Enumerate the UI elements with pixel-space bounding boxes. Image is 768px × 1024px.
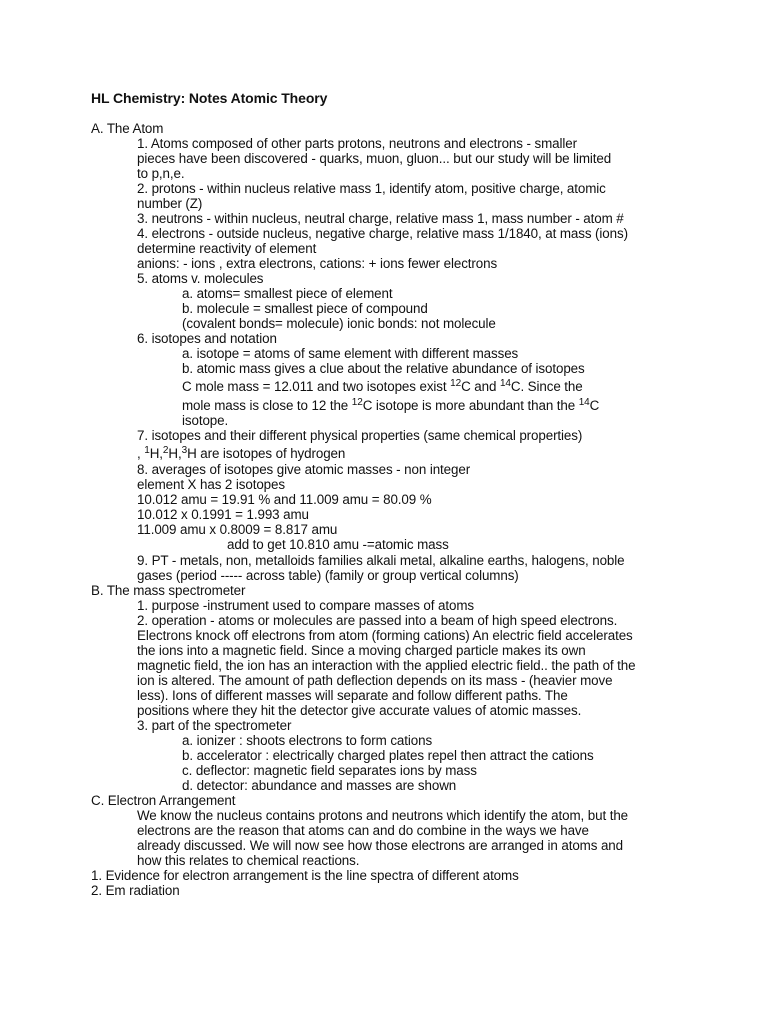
text-line: 2. protons - within nucleus relative mass 1, identify atom, positive charge, atomic (137, 181, 606, 196)
text-line: b. accelerator : electrically charged plates repel then attract the cations (182, 748, 594, 763)
text-segment: C. Since the (510, 379, 583, 394)
text-line: positions where they hit the detector give accurate values of atomic masses. (137, 703, 582, 718)
text-segment: H are isotopes of hydrogen (187, 446, 346, 461)
text-line: 3. neutrons - within nucleus, neutral charge, relative mass 1, mass number - atom # (137, 211, 624, 226)
section-a-heading: A. The Atom (91, 121, 164, 136)
text-line: 7. isotopes and their different physical properties (same chemical properties) (137, 428, 583, 443)
text-line: isotope. (182, 413, 229, 428)
text-line: b. molecule = smallest piece of compound (182, 301, 428, 316)
text-line: d. detector: abundance and masses are shown (182, 778, 457, 793)
text-line: a. atoms= smallest piece of element (182, 286, 393, 301)
text-line: Electrons knock off electrons from atom (forming cations) An electric field accelerates (137, 628, 633, 643)
superscript: 2 (162, 445, 169, 456)
text-line: already discussed. We will now see how those electrons are arranged in atoms and (137, 838, 623, 853)
text-line (137, 446, 345, 461)
text-line: We know the nucleus contains protons and neutrons which identify the atom, but the (137, 808, 629, 823)
text-line: 4. electrons - outside nucleus, negative charge, relative mass 1/1840, at mass (ions) (137, 226, 628, 241)
document-title: HL Chemistry: Notes Atomic Theory (91, 90, 328, 106)
text-segment: H, (149, 446, 163, 461)
text-line: 1. Evidence for electron arrangement is the line spectra of different atoms (91, 868, 519, 883)
text-line: ion is altered. The amount of path deflection depends on its mass - (heavier move (137, 673, 613, 688)
text-line (182, 398, 599, 413)
text-line: 2. operation - atoms or molecules are passed into a beam of high speed electrons. (137, 613, 618, 628)
text-segment: C and (461, 379, 500, 394)
text-line: a. isotope = atoms of same element with different masses (182, 346, 519, 361)
text-line: 1. Atoms composed of other parts protons, neutrons and electrons - smaller (137, 136, 577, 151)
superscript: 1 (144, 445, 150, 456)
text-line: b. atomic mass gives a clue about the relative abundance of isotopes (182, 361, 585, 376)
text-line: gases (period ----- across table) (family or group vertical columns) (137, 568, 519, 583)
text-segment: C isotope is more abundant than the (362, 398, 579, 413)
text-segment: , (137, 446, 145, 461)
text-line: the ions into a magnetic field. Since a moving charged particle makes its own (137, 643, 586, 658)
text-line (182, 379, 583, 394)
text-segment: C mole mass = 12.011 and two isotopes exist (182, 379, 451, 394)
text-line: 1. purpose -instrument used to compare masses of atoms (137, 598, 474, 613)
text-line: 8. averages of isotopes give atomic masses - non integer (137, 462, 471, 477)
superscript: 3 (181, 445, 188, 456)
text-line: 9. PT - metals, non, metalloids families alkali metal, alkaline earths, halogens, noble (137, 553, 625, 568)
text-line: to p,n,e. (137, 166, 185, 181)
text-line: 11.009 amu x 0.8009 = 8.817 amu (137, 522, 338, 537)
text-line: (covalent bonds= molecule) ionic bonds: not molecule (182, 316, 496, 331)
superscript: 12 (351, 397, 363, 408)
text-line: pieces have been discovered - quarks, muon, gluon... but our study will be limited (137, 151, 612, 166)
text-line: a. ionizer : shoots electrons to form cations (182, 733, 433, 748)
text-line: 10.012 amu = 19.91 % and 11.009 amu = 80.09 % (137, 492, 432, 507)
text-line: c. deflector: magnetic field separates ions by mass (182, 763, 477, 778)
text-line: 6. isotopes and notation (137, 331, 277, 346)
text-line: less). Ions of different masses will separate and follow different paths. The (137, 688, 568, 703)
text-line: electrons are the reason that atoms can and do combine in the ways we have (137, 823, 589, 838)
text-segment: mole mass is close to 12 the (182, 398, 352, 413)
text-segment: H, (168, 446, 182, 461)
superscript: 14 (499, 378, 511, 389)
text-line: add to get 10.810 amu -=atomic mass (227, 537, 449, 552)
text-line: determine reactivity of element (137, 241, 317, 256)
section-c-heading: C. Electron Arrangement (91, 793, 236, 808)
text-line: magnetic field, the ion has an interaction with the applied electric field.. the path of the (137, 658, 636, 673)
text-line: how this relates to chemical reactions. (137, 853, 360, 868)
text-line: number (Z) (137, 196, 203, 211)
text-line: 5. atoms v. molecules (137, 271, 264, 286)
section-b-heading: B. The mass spectrometer (91, 583, 246, 598)
text-segment: C (589, 398, 600, 413)
text-line: 10.012 x 0.1991 = 1.993 amu (137, 507, 309, 522)
superscript: 12 (450, 378, 462, 389)
text-line: 2. Em radiation (91, 883, 180, 898)
text-line: element X has 2 isotopes (137, 477, 285, 492)
text-line: 3. part of the spectrometer (137, 718, 292, 733)
superscript: 14 (578, 397, 590, 408)
text-line: anions: - ions , extra electrons, cations: + ions fewer electrons (137, 256, 498, 271)
